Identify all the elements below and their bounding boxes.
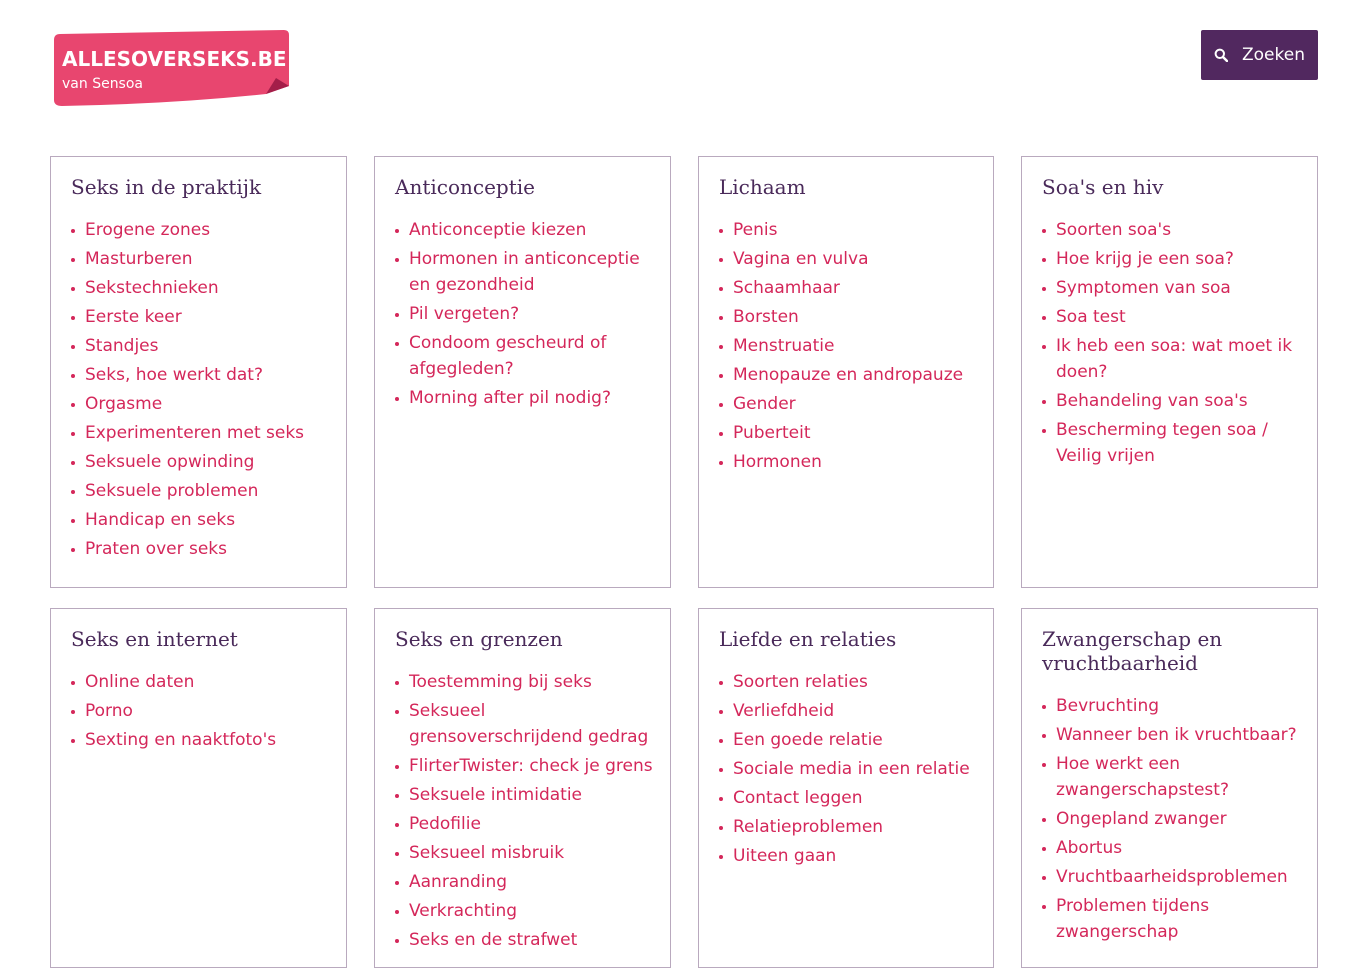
category-link[interactable]: Seks, hoe werkt dat? xyxy=(85,365,263,385)
category-list-item xyxy=(719,420,979,446)
category-title: Zwangerschap en vruchtbaarheid xyxy=(1042,627,1223,675)
category-title: Anticonceptie xyxy=(395,175,535,199)
category-list-item xyxy=(1042,893,1303,945)
category-link-list xyxy=(719,669,979,869)
category-card xyxy=(698,608,994,968)
category-link[interactable]: Puberteit xyxy=(733,423,811,443)
category-list-item xyxy=(1042,217,1303,243)
category-link[interactable]: Morning after pil nodig? xyxy=(409,388,611,408)
category-list-item xyxy=(1042,333,1303,385)
category-list-item xyxy=(395,217,656,243)
category-list-item xyxy=(719,275,979,301)
category-grid xyxy=(50,156,1318,968)
category-link[interactable]: Borsten xyxy=(733,307,799,327)
category-list-item xyxy=(719,756,979,782)
category-link[interactable]: Symptomen van soa xyxy=(1056,278,1231,298)
category-title: Seks in de praktijk xyxy=(71,175,262,199)
category-link[interactable]: Soorten relaties xyxy=(733,672,868,692)
category-list-item xyxy=(395,840,656,866)
category-link[interactable]: Vagina en vulva xyxy=(733,249,869,269)
category-list-item xyxy=(719,727,979,753)
category-link[interactable]: Gender xyxy=(733,394,796,414)
category-card xyxy=(698,156,994,588)
category-link[interactable]: Porno xyxy=(85,701,133,721)
category-link[interactable]: Condoom gescheurd of afgegleden? xyxy=(409,333,607,379)
category-list-item xyxy=(395,385,656,411)
category-card xyxy=(374,156,671,588)
category-link[interactable]: Seks en de strafwet xyxy=(409,930,578,950)
category-link[interactable]: Standjes xyxy=(85,336,159,356)
category-list-item xyxy=(1042,693,1303,719)
category-list-item xyxy=(719,362,979,388)
category-list-item xyxy=(71,362,332,388)
search-icon xyxy=(1214,48,1228,62)
category-link[interactable]: Penis xyxy=(733,220,778,240)
category-link[interactable]: Verkrachting xyxy=(409,901,518,921)
category-link[interactable]: Contact leggen xyxy=(733,788,863,808)
category-list-item xyxy=(395,927,656,953)
category-card xyxy=(1021,156,1318,588)
category-list-item xyxy=(719,246,979,272)
category-list-item xyxy=(71,669,332,695)
category-link-list xyxy=(71,669,332,753)
category-list-item xyxy=(1042,835,1303,861)
category-link[interactable]: Seksuele problemen xyxy=(85,481,259,501)
category-link[interactable]: Anticonceptie kiezen xyxy=(409,220,587,240)
site-logo[interactable] xyxy=(50,30,290,108)
category-list-item xyxy=(71,507,332,533)
category-card xyxy=(1021,608,1318,968)
category-list-item xyxy=(1042,417,1303,469)
category-link[interactable]: Experimenteren met seks xyxy=(85,423,305,443)
category-list-item xyxy=(71,217,332,243)
category-list-item xyxy=(395,869,656,895)
category-link[interactable]: Soorten soa's xyxy=(1056,220,1172,240)
category-link[interactable]: Pil vergeten? xyxy=(409,304,520,324)
category-link[interactable]: Problemen tijdens zwangerschap xyxy=(1056,896,1210,942)
category-list-item xyxy=(71,698,332,724)
category-list-item xyxy=(71,727,332,753)
category-list-item xyxy=(71,391,332,417)
category-list-item xyxy=(719,449,979,475)
category-link[interactable]: Aanranding xyxy=(409,872,508,892)
category-list-item xyxy=(71,333,332,359)
logo-subtitle: van Sensoa xyxy=(62,76,143,92)
category-list-item xyxy=(1042,388,1303,414)
category-link[interactable]: Orgasme xyxy=(85,394,163,414)
category-list-item xyxy=(719,785,979,811)
category-link[interactable]: Ik heb een soa: wat moet ik doen? xyxy=(1056,336,1293,382)
category-link[interactable]: Bevruchting xyxy=(1056,696,1160,716)
category-list-item xyxy=(71,449,332,475)
category-link[interactable]: Praten over seks xyxy=(85,539,227,559)
category-list-item xyxy=(395,753,656,779)
category-link[interactable]: Hoe werkt een zwangerschapstest? xyxy=(1056,754,1229,800)
category-card xyxy=(50,156,347,588)
category-list-item xyxy=(1042,864,1303,890)
category-list-item xyxy=(719,669,979,695)
category-link[interactable]: Verliefdheid xyxy=(733,701,835,721)
category-list-item xyxy=(719,333,979,359)
category-link-list xyxy=(1042,217,1303,469)
category-link[interactable]: Behandeling van soa's xyxy=(1056,391,1248,411)
category-list-item xyxy=(1042,751,1303,803)
logo-graphic xyxy=(50,30,290,108)
category-link[interactable]: Ongepland zwanger xyxy=(1056,809,1227,829)
category-link[interactable]: Seksueel grensoverschrijdend gedrag xyxy=(409,701,649,747)
category-link[interactable]: Hormonen in anticonceptie en gezondheid xyxy=(409,249,640,295)
category-title: Seks en grenzen xyxy=(395,627,563,651)
category-link[interactable]: Toestemming bij seks xyxy=(409,672,592,692)
category-list-item xyxy=(395,330,656,382)
category-link[interactable]: Masturberen xyxy=(85,249,193,269)
category-list-item xyxy=(1042,246,1303,272)
category-list-item xyxy=(719,814,979,840)
category-list-item xyxy=(71,478,332,504)
category-link[interactable]: Sekstechnieken xyxy=(85,278,219,298)
category-list-item xyxy=(71,536,332,562)
category-link[interactable]: Seksuele intimidatie xyxy=(409,785,582,805)
category-link[interactable]: Eerste keer xyxy=(85,307,182,327)
category-title: Lichaam xyxy=(719,175,806,199)
category-link[interactable]: Schaamhaar xyxy=(733,278,840,298)
category-list-item xyxy=(1042,304,1303,330)
category-list-item xyxy=(395,669,656,695)
category-link[interactable]: FlirterTwister: check je grens xyxy=(409,756,653,776)
category-link-list xyxy=(1042,693,1303,945)
category-list-item xyxy=(719,843,979,869)
category-link[interactable]: Hormonen xyxy=(733,452,822,472)
category-link[interactable]: Bescherming tegen soa / Veilig vrijen xyxy=(1056,420,1268,466)
category-card xyxy=(374,608,671,968)
category-link-list xyxy=(395,217,656,411)
category-link[interactable]: Sexting en naaktfoto's xyxy=(85,730,277,750)
category-title: Seks en internet xyxy=(71,627,238,651)
category-link-list xyxy=(71,217,332,562)
category-title: Liefde en relaties xyxy=(719,627,897,651)
search-button-label: Zoeken xyxy=(1242,45,1305,65)
category-link[interactable]: Vruchtbaarheidsproblemen xyxy=(1056,867,1288,887)
category-list-item xyxy=(395,898,656,924)
category-list-item xyxy=(395,811,656,837)
category-link[interactable]: Uiteen gaan xyxy=(733,846,837,866)
category-list-item xyxy=(395,782,656,808)
category-link[interactable]: Menopauze en andropauze xyxy=(733,365,964,385)
category-link[interactable]: Seksuele opwinding xyxy=(85,452,255,472)
category-link[interactable]: Online daten xyxy=(85,672,195,692)
category-link[interactable]: Relatieproblemen xyxy=(733,817,884,837)
category-link[interactable]: Pedofilie xyxy=(409,814,481,834)
category-link[interactable]: Hoe krijg je een soa? xyxy=(1056,249,1234,269)
category-list-item xyxy=(719,304,979,330)
category-link-list xyxy=(719,217,979,475)
category-list-item xyxy=(395,246,656,298)
category-link[interactable]: Handicap en seks xyxy=(85,510,236,530)
category-link[interactable]: Soa test xyxy=(1056,307,1126,327)
category-link[interactable]: Abortus xyxy=(1056,838,1123,858)
category-link[interactable]: Wanneer ben ik vruchtbaar? xyxy=(1056,725,1297,745)
category-title: Soa's en hiv xyxy=(1042,175,1164,199)
category-list-item xyxy=(1042,275,1303,301)
category-list-item xyxy=(719,698,979,724)
site-header xyxy=(0,0,1368,130)
category-link[interactable]: Seksueel misbruik xyxy=(409,843,565,863)
category-link[interactable]: Een goede relatie xyxy=(733,730,883,750)
category-list-item xyxy=(395,698,656,750)
category-link[interactable]: Sociale media in een relatie xyxy=(733,759,970,779)
category-list-item xyxy=(1042,806,1303,832)
category-list-item xyxy=(71,304,332,330)
category-list-item xyxy=(395,301,656,327)
category-link[interactable]: Erogene zones xyxy=(85,220,211,240)
category-link-list xyxy=(395,669,656,953)
category-list-item xyxy=(71,275,332,301)
category-card xyxy=(50,608,347,968)
category-list-item xyxy=(1042,722,1303,748)
search-button[interactable] xyxy=(1201,30,1318,80)
category-list-item xyxy=(719,217,979,243)
category-list-item xyxy=(71,420,332,446)
category-link[interactable]: Menstruatie xyxy=(733,336,835,356)
category-list-item xyxy=(71,246,332,272)
category-list-item xyxy=(719,391,979,417)
logo-title: ALLESOVERSEKS.BE xyxy=(62,47,287,71)
